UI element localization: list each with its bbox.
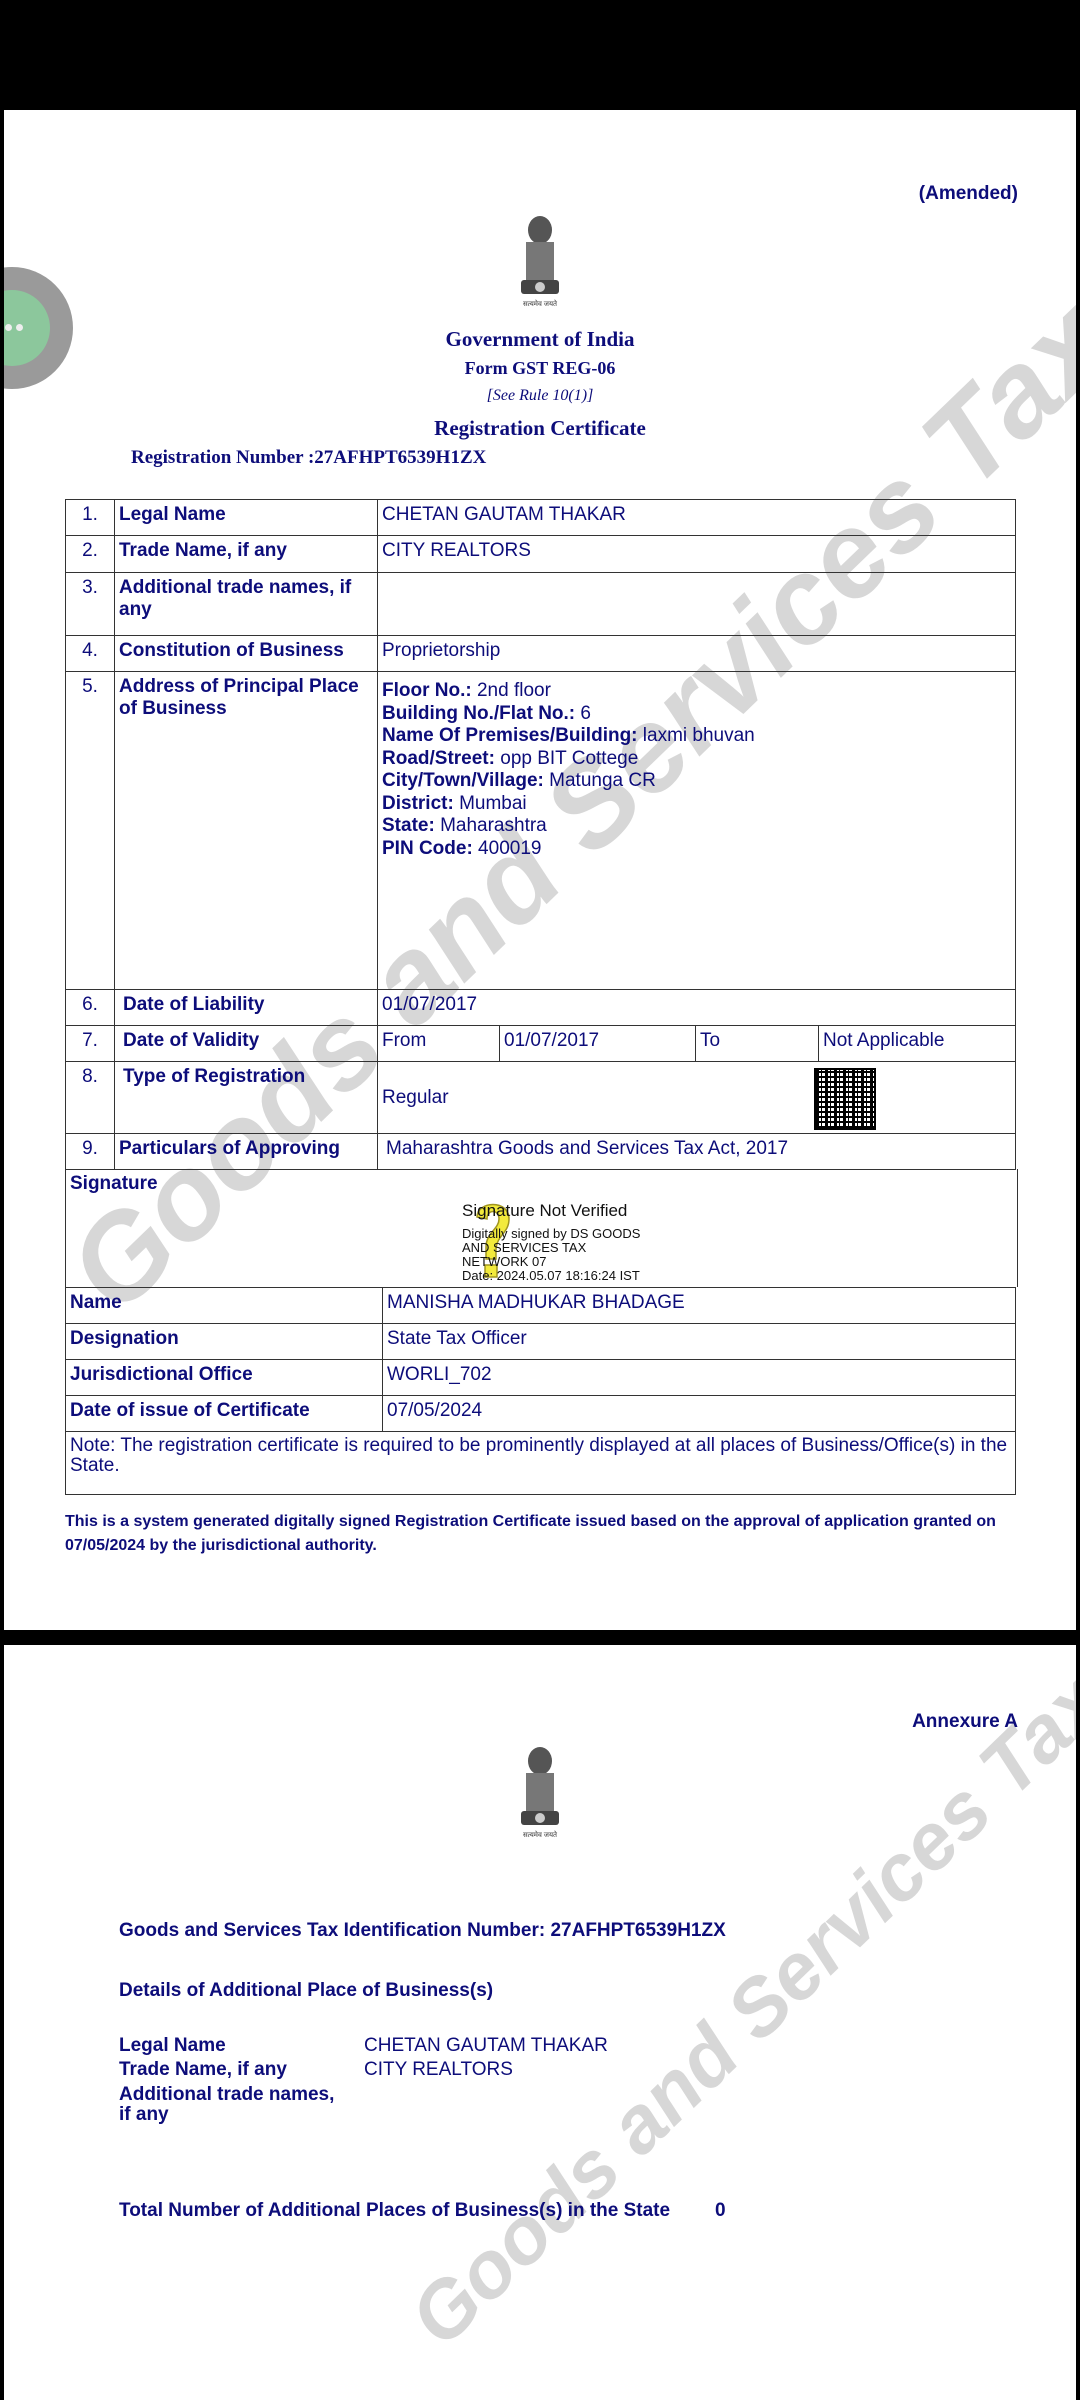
legal-name-value: CHETAN GAUTAM THAKAR	[364, 2035, 608, 2056]
total-places-label: Total Number of Additional Places of Business(s) in the State	[119, 2200, 671, 2221]
table-row	[66, 1432, 1016, 1495]
watermark	[392, 1654, 1076, 2364]
table-row: Name MANISHA MADHUKAR BHADAGE	[66, 1288, 1016, 1324]
registration-table	[65, 499, 1016, 1170]
annexure-label: Annexure A	[912, 1711, 1018, 1732]
table-row: 3. Additional trade names, if any	[66, 573, 1016, 636]
national-emblem-icon	[509, 212, 571, 308]
trade-name-value: CITY REALTORS	[364, 2059, 513, 2080]
signature-detail: AND SERVICES TAX	[462, 1240, 587, 1255]
total-places-value: 0	[715, 2200, 726, 2221]
additional-names-label: Additional trade names, if any	[119, 2084, 335, 2125]
rule-reference: [See Rule 10(1)]	[486, 387, 594, 404]
table-row: 9. Particulars of Approving Maharashtra Goods and Services Tax Act, 2017	[66, 1134, 1016, 1170]
national-emblem-icon	[509, 1743, 571, 1839]
legal-name-label: Legal Name	[119, 2035, 226, 2056]
certificate-title: Registration Certificate	[434, 416, 646, 440]
registration-number: Registration Number :27AFHPT6539H1ZX	[131, 447, 487, 468]
gov-heading: Government of India	[445, 327, 635, 351]
table-row: 8. Type of Registration Regular	[66, 1062, 1016, 1134]
footer-statement: This is a system generated digitally signed Registration Certificate issued based on the approval of application granted on 07/05/2024 by the jurisdictional authority.	[65, 1513, 996, 1554]
table-row: Designation State Tax Officer	[66, 1324, 1016, 1360]
signature-status: Signature Not Verified	[462, 1201, 628, 1220]
signature-detail: NETWORK 07	[462, 1254, 547, 1269]
note: Note: The registration certificate is required to be prominently displayed at all places of Business/Office(s) in the State.	[66, 1432, 1016, 1495]
form-heading: Form GST REG-06	[464, 358, 616, 378]
details-heading: Details of Additional Place of Business(s)	[119, 1980, 494, 2001]
trade-name-label: Trade Name, if any	[119, 2059, 287, 2080]
table-row: Jurisdictional Office WORLI_702	[66, 1360, 1016, 1396]
amended-label: (Amended)	[918, 183, 1018, 204]
annexure-page	[4, 1645, 1076, 2400]
qr-code	[814, 1068, 876, 1130]
signature-box	[65, 1169, 1018, 1287]
table-row: 7. Date of Validity From 01/07/2017 To Not Applicable	[66, 1026, 1016, 1062]
table-row: 6. Date of Liability 01/07/2017	[66, 990, 1016, 1026]
officer-table	[65, 1287, 1016, 1495]
address-cell: Floor No.: 2nd floor Building No./Flat No.: 6 Name Of Premises/Building: laxmi bhuvan Road/Street: opp BIT Cottege City/Town/Village: Matunga CR District: Mumbai State: Maharashtra PIN Code: 400019	[378, 672, 1016, 990]
table-row: 4. Constitution of Business Proprietorship	[66, 636, 1016, 672]
emblem-motto: सत्यमेव जयते	[522, 1832, 558, 1839]
table-row: Date of issue of Certificate 07/05/2024	[66, 1396, 1016, 1432]
emblem-motto: सत्यमेव जयते	[522, 301, 558, 308]
signature-detail: Digitally signed by DS GOODS	[462, 1226, 641, 1241]
table-row: 1. Legal Name CHETAN GAUTAM THAKAR	[66, 500, 1016, 536]
signature-detail: Date: 2024.05.07 18:16:24 IST	[462, 1268, 640, 1283]
table-row: 5. Address of Principal Place of Business Floor No.: 2nd floor Building No./Flat No.: 6 Name Of Premises/Building: laxmi bhuvan Road/Street: opp BIT Cottege City/Town/Village: Matunga CR District: Mumbai State: Maharashtra PIN Code: 400019	[66, 672, 1016, 990]
certificate-page-1	[4, 110, 1076, 1630]
gstin: Goods and Services Tax Identification Number: 27AFHPT6539H1ZX	[119, 1920, 726, 1941]
table-row: 2. Trade Name, if any CITY REALTORS	[66, 536, 1016, 573]
signature-label: Signature	[70, 1173, 158, 1194]
